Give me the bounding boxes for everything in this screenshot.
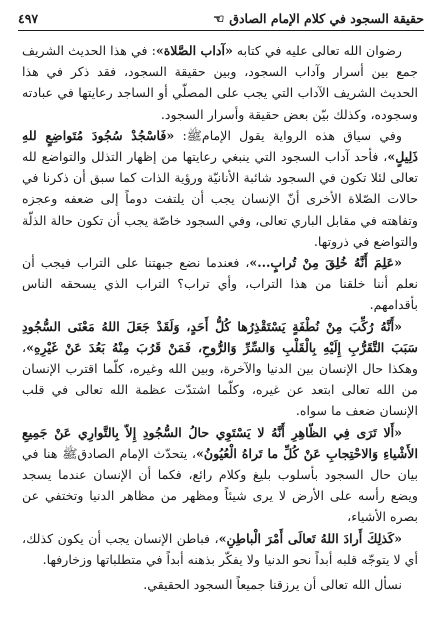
paragraph	[22, 422, 418, 528]
paragraph-text: رضوان الله تعالى عليه في كتابه	[232, 43, 402, 58]
paragraph	[22, 40, 418, 125]
paragraph-text: ، فعندما نضع جبهتنا على التراب فيجب أن نعلم أننا خلقنا من هذا التراب، وأي تراب؟ التراب الذي يسحقه الناس بأقدامهم.	[22, 255, 418, 313]
paragraph	[22, 316, 418, 422]
paragraph-text: ، فأحد آداب السجود التي ينبغي رعايتها من إظهار التذلل والتواضع لله تعالى لئلا تكون في السجود شائبة الأنانيّة ورؤية الذات كما سبق أن ذكرنا في حالات الصّلاة الأخرى أنّ الإنسان يجب أن يلتفت دوماً إلى ضعفه وعجزه وتفاهته في مقابل الباري تعالى، وفي السجود خاصّة يجب أن تكون حالة الذلّة والتواضع في ذروتها.	[22, 149, 418, 249]
hadith-quote: «كَذلِكَ أَرادَ اللهُ تَعالَى أَمْرَ الْباطِنِ»	[218, 530, 402, 546]
paragraph-text: ، فباطن الإنسان يجب أن يكون كذلك، أي لا يتوجّه قلبه أبداً نحو الدنيا ولا يفكّر بذهنه أبداً في متطلباتها وزخارفها.	[22, 530, 418, 567]
paragraph	[22, 252, 418, 316]
paragraph	[22, 528, 418, 570]
paragraph-text: :	[174, 127, 187, 143]
hadith-quote: «آداب الصَّلاة»	[155, 43, 233, 58]
header-title-group	[213, 11, 424, 26]
paragraph-text: هنا في بيان حال السجود بأسلوب بليغ وكلام رائع، فكما أن الإنسان عندما يسجد ويضع رأسه على الأرض لا يرى شيئاً ومظهر من مظاهر الدنيا وتختفي عن بصره الأشياء،	[22, 445, 418, 525]
hadith-quote: «عَلِمَ أَنَّهُ خُلِقَ مِنْ تُرابٍ...»	[249, 255, 402, 271]
pointing-hand-icon: ☜	[213, 10, 225, 26]
paragraph-text: وفي سياق هذه الرواية يقول الإمام	[201, 127, 402, 143]
hadith-quote: «فَاسْجُدْ سُجُودَ مُتَواضِعٍ للهِ ذَلِيلٍ»	[22, 127, 418, 165]
paragraph-text: ﷺ	[62, 445, 78, 461]
paragraph	[22, 574, 418, 595]
paragraph-text: ، يتحدّث الإمام الصادق	[77, 445, 196, 461]
hadith-quote: «أَنَّهُ رُكِّبَ مِنْ نُطْفَةٍ يَسْتَقْذِرُها كُلُّ أَحَدٍ، وَلَقَدْ جَعَلَ اللهُ مَعْنَى السُّجُودِ سَبَبَ التَّقَرُّبِ إِلَيْهِ بِالْقَلْبِ وَالسِّرِّ وَالرُّوحِ، فَمَنْ قَرُبَ مِنْهُ بَعُدَ عَنْ غَيْرِهِ»	[22, 318, 418, 355]
paragraph-text: نسأل الله تعالى أن يرزقنا جميعاً السجود الحقيقي.	[143, 577, 402, 593]
paragraph-text: ، وهكذا حال الإنسان بين الدنيا والآخرة، وبين الله وغيره، كلّما اقترب الإنسان من الله تعالى ابتعد عن غيره، وكلّما اشتدّت عظمة الله تعالى في قلب الإنسان ضعف ما سواه.	[22, 339, 418, 419]
page-body	[22, 40, 418, 595]
paragraph	[22, 125, 418, 252]
paragraph-text: ﷺ	[186, 127, 202, 143]
header-rule	[18, 30, 424, 31]
paragraph-text: : في هذا الحديث الشريف جمع بين أسرار وآداب السجود، وبين حقيقة السجود، فقد ذكر في هذا الحديث الشريف الآداب التي يجب على المصلّي أو الساجد رعايتها في عبادته وسجوده، وكذلك بيّن بعض حقيقة وأسرار السجود.	[22, 43, 418, 122]
running-header	[18, 6, 424, 30]
page-number: ٤٩٧	[18, 10, 39, 26]
hadith-quote: «أَلا تَرَى فِي الظّاهِرِ أَنَّهُ لا يَسْتَوِي حالُ السُّجُودِ إِلاّ بِالتَّوارِي عَنْ جَمِيعِ الأَشْياءِ وَالاحْتِجابِ عَنْ كُلِّ ما تَراهُ الْعُيُونُ»	[22, 424, 418, 461]
book-title: حقيقة السجود في كلام الإمام الصادق	[229, 10, 424, 26]
